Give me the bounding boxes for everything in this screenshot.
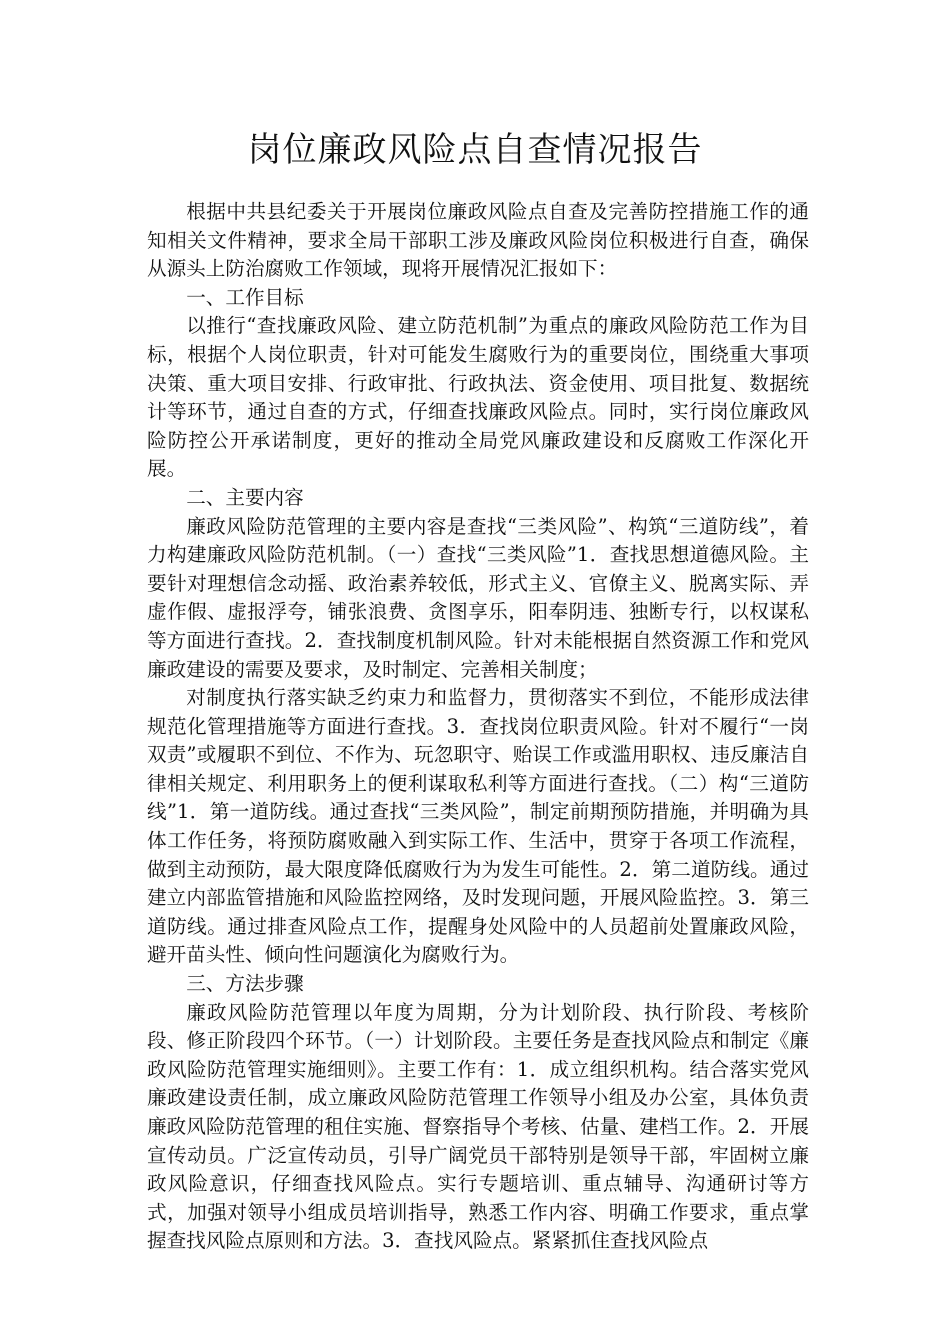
section-heading-content: 二、主要内容 — [186, 485, 304, 509]
document-body — [147, 198, 809, 1256]
paragraph-intro: 根据中共县纪委关于开展岗位廉政风险点自查及完善防控措施工作的通知相关文件精神，要求全局干部职工涉及廉政风险岗位积极进行自查，确保从源头上防治腐败工作领域，现将开展情况汇报如下： — [147, 200, 809, 281]
paragraph-steps: 廉政风险防范管理以年度为周期，分为计划阶段、执行阶段、考核阶段、修正阶段四个环节。（一）计划阶段。主要任务是查找风险点和制定《廉政风险防范管理实施细则》。主要工作有：1．成立组织机构。结合落实党风廉政建设责任制，成立廉政风险防范管理工作领导小组及办公室，具体负责廉政风险防范管理的租住实施、督察指导个考核、估量、建档工作。2．开展宣传动员。广泛宣传动员，引导广阔党员干部特别是领导干部，牢固树立廉政风险意识，仔细查找风险点。实行专题培训、重点辅导、沟通研讨等方式，加强对领导小组成员培训指导，熟悉工作内容、明确工作要求，重点掌握查找风险点原则和方法。3．查找风险点。紧紧抓住查找风险点 — [147, 1000, 809, 1253]
document-title: 岗位廉政风险点自查情况报告 — [247, 130, 703, 170]
paragraph-goal: 以推行“查找廉政风险、建立防范机制”为重点的廉政风险防范工作为目标，根据个人岗位职责，针对可能发生腐败行为的重要岗位，围绕重大事项决策、重大项目安排、行政审批、行政执法、资金使用、项目批复、数据统计等环节，通过自查的方式，仔细查找廉政风险点。同时，实行岗位廉政风险防控公开承诺制度，更好的推动全局党风廉政建设和反腐败工作深化开展。 — [147, 314, 809, 481]
paragraph-content-2: 对制度执行落实缺乏约束力和监督力，贯彻落实不到位，不能形成法律规范化管理措施等方面进行查找。3．查找岗位职责风险。针对不履行“一岗双责”或履职不到位、不作为、玩忽职守、贻误工作或滥用职权、违反廉洁自律相关规定、利用职务上的便利谋取私利等方面进行查找。（二）构“三道防线”1．第一道防线。通过查找“三类风险”，制定前期预防措施，并明确为具体工作任务，将预防腐败融入到实际工作、生活中，贯穿于各项工作流程，做到主动预防，最大限度降低腐败行为为发生可能性。2．第二道防线。通过建立内部监管措施和风险监控网络，及时发现问题，开展风险监控。3．第三道防线。通过排查风险点工作，提醒身处风险中的人员超前处置廉政风险，避开苗头性、倾向性问题演化为腐败行为。 — [147, 686, 809, 967]
section-heading-steps: 三、方法步骤 — [186, 972, 304, 996]
section-heading-goal: 一、工作目标 — [186, 285, 304, 309]
paragraph-content-1: 廉政风险防范管理的主要内容是查找“三类风险”、构筑“三道防线”，着力构建廉政风险防范机制。（一）查找“三类风险”1．查找思想道德风险。主要针对理想信念动摇、政治素养较低，形式主义、官僚主义、脱离实际、弄虚作假、虚报浮夸，铺张浪费、贪图享乐，阳奉阴违、独断专行，以权谋私等方面进行查找。2．查找制度机制风险。针对未能根据自然资源工作和党风廉政建设的需要及要求，及时制定、完善相关制度； — [147, 514, 809, 681]
